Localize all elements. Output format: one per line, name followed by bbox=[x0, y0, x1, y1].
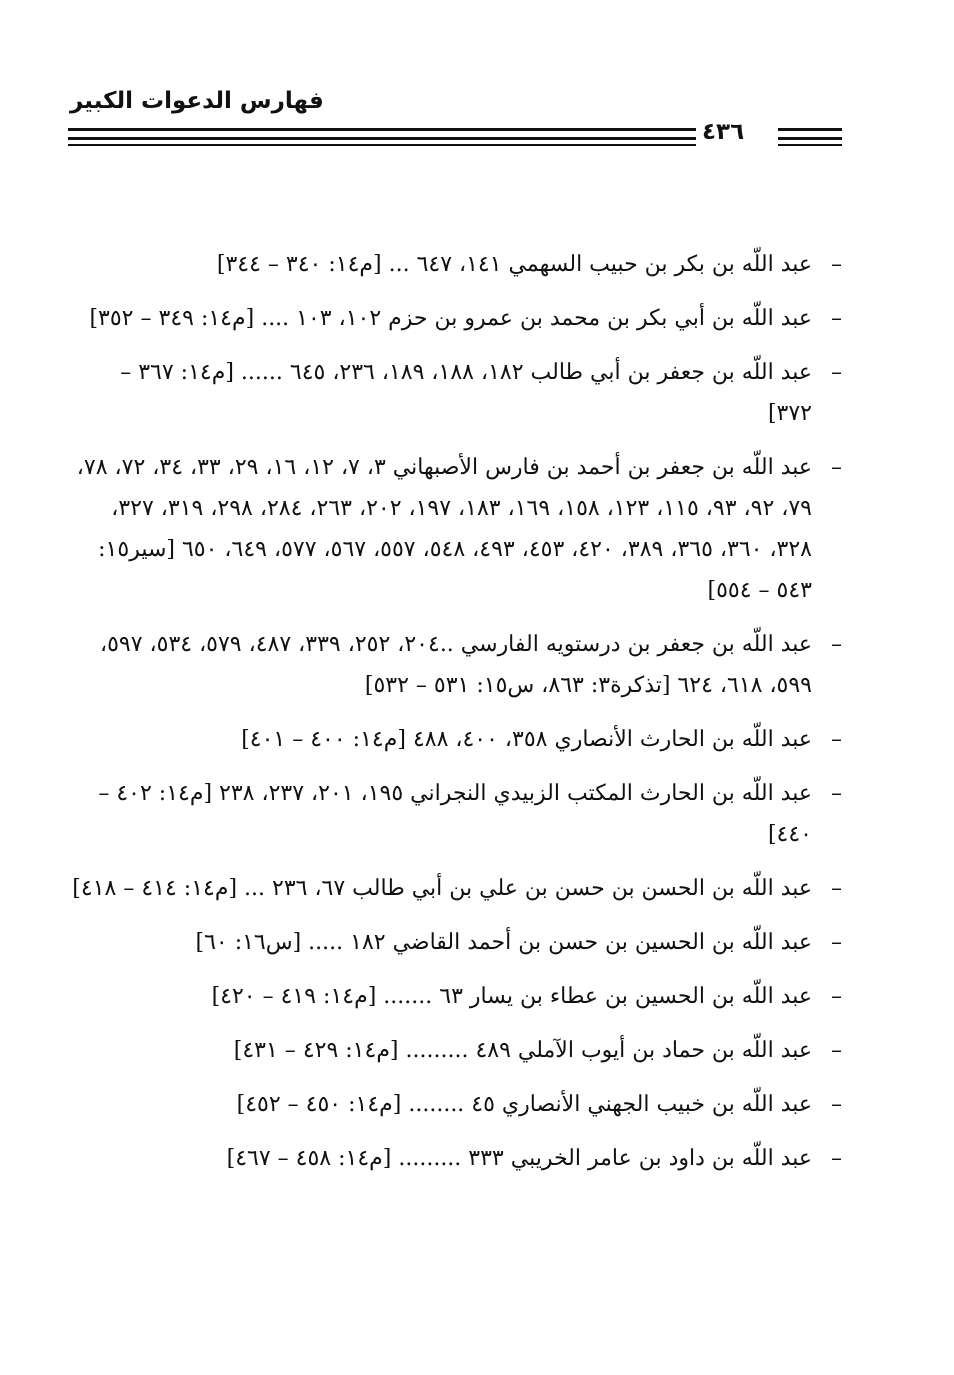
running-title: فهارس الدعوات الكبير bbox=[70, 88, 324, 114]
entry-text: عبد اللّه بن الحارث المكتب الزبيدي النجراني ١٩٥، ٢٠١، ٢٣٧، ٢٣٨ [م١٤: ٤٠٢ – ٤٤٠] bbox=[98, 781, 812, 847]
entry-text: عبد اللّه بن الحسن بن حسن بن علي بن أبي طالب ٦٧، ٢٣٦ ... [م١٤: ٤١٤ – ٤١٨] bbox=[72, 876, 812, 901]
entry-dash: – bbox=[831, 1092, 842, 1117]
entry-dash: – bbox=[831, 930, 842, 955]
header-rule bbox=[778, 137, 842, 140]
entry-dash: – bbox=[831, 781, 842, 806]
entry-text: عبد اللّه بن جعفر بن أبي طالب ١٨٢، ١٨٨، ١٨٩، ٢٣٦، ٦٤٥ ...... [م١٤: ٣٦٧ – ٣٧٢] bbox=[120, 360, 812, 426]
header-rule bbox=[68, 128, 696, 131]
index-entries bbox=[70, 244, 842, 1192]
index-entry bbox=[70, 1030, 842, 1071]
entry-dash: – bbox=[831, 306, 842, 331]
index-entry bbox=[70, 976, 842, 1017]
entry-text: عبد اللّه بن الحسين بن حسن بن أحمد القاضي ١٨٢ ..... [س١٦: ٦٠] bbox=[195, 930, 812, 955]
entry-text: عبد اللّه بن جعفر بن درستويه الفارسي ..٢٠٤، ٢٥٢، ٣٣٩، ٤٨٧، ٥٧٩، ٥٣٤، ٥٩٧، ٥٩٩، ٦١٨، ٦٢٤ [تذكرة٣: ٨٦٣، س١٥: ٥٣١ – ٥٣٢] bbox=[99, 632, 812, 698]
entry-text: عبد اللّه بن داود بن عامر الخريبي ٣٣٣ ......... [م١٤: ٤٥٨ – ٤٦٧] bbox=[226, 1146, 812, 1171]
index-entry bbox=[70, 447, 842, 611]
header-rule bbox=[68, 144, 696, 146]
index-entry bbox=[70, 1084, 842, 1125]
entry-dash: – bbox=[831, 1146, 842, 1171]
index-entry bbox=[70, 773, 842, 855]
entry-dash: – bbox=[831, 876, 842, 901]
entry-dash: – bbox=[831, 727, 842, 752]
page-number: ٤٣٦ bbox=[702, 119, 745, 145]
header-rule bbox=[778, 128, 842, 131]
index-entry bbox=[70, 719, 842, 760]
entry-dash: – bbox=[831, 632, 842, 657]
entry-text: عبد اللّه بن بكر بن حبيب السهمي ١٤١، ٦٤٧ ... [م١٤: ٣٤٠ – ٣٤٤] bbox=[216, 252, 812, 277]
index-entry bbox=[70, 922, 842, 963]
entry-dash: – bbox=[831, 1038, 842, 1063]
entry-text: عبد اللّه بن جعفر بن أحمد بن فارس الأصبهاني ٣، ٧، ١٢، ١٦، ٢٩، ٣٣، ٣٤، ٧٢، ٧٨، ٧٩، ٩٢، ٩٣، ١١٥، ١٢٣، ١٥٨، ١٦٩، ١٨٣، ١٩٧، ٢٠٢، ٢٦٣، ٢٨٤، ٢٩٨، ٣١٩، ٣٢٧، ٣٢٨، ٣٦٠، ٣٦٥، ٣٨٩، ٤٢٠، ٤٥٣، ٤٩٣، ٥٤٨، ٥٥٧، ٥٦٧، ٥٧٧، ٦٤٩، ٦٥٠ [سير١٥: ٥٤٣ – ٥٥٤] bbox=[76, 455, 812, 603]
entry-text: عبد اللّه بن حماد بن أيوب الآملي ٤٨٩ ......... [م١٤: ٤٢٩ – ٤٣١] bbox=[233, 1038, 812, 1063]
header-rule bbox=[778, 144, 842, 146]
entry-text: عبد اللّه بن خبيب الجهني الأنصاري ٤٥ ........ [م١٤: ٤٥٠ – ٤٥٢] bbox=[236, 1092, 812, 1117]
entry-text: عبد اللّه بن الحسين بن عطاء بن يسار ٦٣ ....... [م١٤: ٤١٩ – ٤٢٠] bbox=[211, 984, 812, 1009]
entry-dash: – bbox=[831, 984, 842, 1009]
entry-dash: – bbox=[831, 360, 842, 385]
index-entry bbox=[70, 624, 842, 706]
entry-text: عبد اللّه بن أبي بكر بن محمد بن عمرو بن حزم ١٠٢، ١٠٣ .... [م١٤: ٣٤٩ – ٣٥٢] bbox=[89, 306, 812, 331]
index-entry bbox=[70, 1138, 842, 1179]
header-rule bbox=[68, 137, 696, 140]
index-entry bbox=[70, 352, 842, 434]
entry-dash: – bbox=[831, 455, 842, 480]
index-entry bbox=[70, 868, 842, 909]
entry-dash: – bbox=[831, 252, 842, 277]
index-entry bbox=[70, 244, 842, 285]
index-entry bbox=[70, 298, 842, 339]
entry-text: عبد اللّه بن الحارث الأنصاري ٣٥٨، ٤٠٠، ٤٨٨ [م١٤: ٤٠٠ – ٤٠١] bbox=[241, 727, 812, 752]
